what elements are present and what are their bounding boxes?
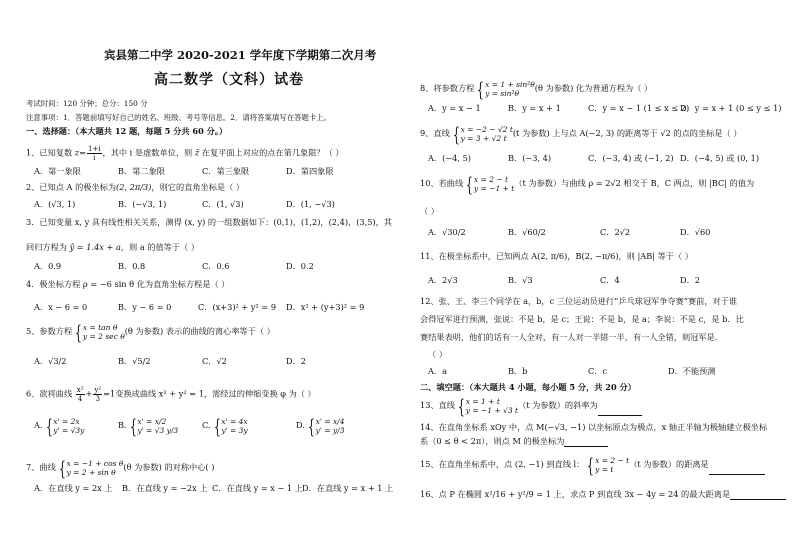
q8-option-a: A．y = x − 1 (428, 103, 481, 113)
q11-stem: 11、在极坐标系中，已知两点 A(2, π/6)，B(2, −π/6)，则 |AB| 等于（ ） (420, 251, 693, 261)
q4-option-b: B．y − 6 = 0 (118, 302, 172, 312)
q14-line-1: 14、在直角坐标系 xOy 中，点 M(−√3, −1) 以坐标原点为极点，x 轴正半轴为极轴建立极坐标 (420, 422, 768, 432)
q12-line-2: 会得冠军进行预测，张说：不是 b，是 c；王说：不是 b，是 a；李说：不是 c，是 b．比 (420, 314, 744, 324)
exam-subject: 高二数学（文科）试卷 (154, 72, 304, 88)
q10-option-c: C．2√2 (600, 227, 631, 237)
q6-option-c: C. {x' = 4x y' = 3y (202, 414, 248, 438)
q8-option-c: C．y = x − 1 (1 ≤ x ≤ 2) (588, 103, 690, 113)
q4-option-a: A．x − 6 = 0 (34, 302, 88, 312)
q3-option-a: A．0.9 (34, 261, 62, 271)
q10-paren: （ ） (420, 206, 439, 216)
q8-option-b: B．y = x + 1 (508, 103, 561, 113)
q14-line-2: 系（0 ≤ θ < 2π），则点 M 的极坐标为 (420, 436, 608, 447)
q7-option-a: A．在直线 y = 2x 上 (34, 483, 113, 493)
exam-info: 考试时间：120 分钟；总分：150 分 (26, 99, 148, 108)
exam-notes: 注意事项：1．答题前填写好自己的姓名、班级、考号等信息。2．请将答案填写在答题卡上。 (26, 113, 332, 122)
q2-option-b: B．(−√3, 1) (118, 199, 167, 209)
q5-option-a: A．√3/2 (34, 356, 67, 366)
q9-stem: 9、直线 {x = −2 − √2 t y = 3 + √2 t(t 为参数) 上与点 A(−2, 3) 的距离等于 √2 的点的坐标是（ ） (420, 122, 742, 146)
q4-stem: 4．极坐标方程 ρ = −6 sin θ 化为直角坐标方程是（ ） (26, 279, 230, 289)
q1-option-d: D．第四象限 (286, 166, 334, 176)
q5-option-b: B．√5/2 (118, 356, 151, 366)
q13-answer-blank (598, 407, 642, 416)
q1-stem: 1、已知复数 z= $\frac{1+i}{i}$ ，其中 i 是虚数单位，则 z̄ 在复平面上对应的点在第几象限？（ ） (26, 145, 344, 162)
q7-option-c: C．在直线 y = x − 1 上 (212, 483, 303, 493)
school-title: 宾县第二中学 2020-2021 学年度下学期第二次月考 (104, 48, 377, 62)
q12-paren: （ ） (428, 349, 447, 359)
q9-option-b: B．(−3, 4) (508, 153, 552, 163)
q8-stem: 8、将参数方程 {x = 1 + sin²θ y = sin²θ(θ 为参数) 化为普通方程为（ ） (420, 77, 653, 101)
q3-option-d: D．0.2 (286, 261, 314, 271)
q9-option-a: A．(−4, 5) (428, 153, 471, 163)
q14-answer-blank (564, 438, 608, 447)
q2-option-a: A．(√3, 1) (34, 199, 76, 209)
q13-stem: 13、直线 {x = 1 + t y = −1 + √3 t（t 为参数）的斜率为 (420, 396, 642, 416)
section-choice-title: 一、选择题：（本大题共 12 题，每题 5 分共 60 分。） (26, 126, 228, 136)
q5-option-d: D．2 (286, 356, 306, 366)
q11-option-c: C．4 (600, 275, 620, 285)
q2-stem: 2、已知点 A 的极坐标为(2, 2π/3)，则它的直角坐标是（ ） (26, 182, 245, 192)
q10-stem: 10、若曲线 {x = 2 − t y = −1 + t（t 为参数）与曲线 ρ = 2√2 相交于 B，C 两点，则 |BC| 的值为 (420, 172, 755, 196)
q16-answer-blank (730, 491, 786, 500)
q6-option-d: D. {x' = x/4 y' = y/3 (296, 414, 345, 438)
q11-option-a: A．2√3 (428, 275, 458, 285)
q7-option-b: B．在直线 y = −2x 上 (122, 483, 208, 493)
q12-line-3: 赛结果表明，他们的话有一人全对，有一人对一半错一半，有一人全错，则冠军是． (420, 332, 723, 342)
q7-stem: 7、曲线 {x = −1 + cos θ y = 2 + sin θ(θ 为参数) 的对称中心( ) (26, 456, 215, 480)
q6-option-a: A. {x' = 2x y' = √3y (34, 414, 85, 438)
q12-line-1: 12、张、王、李三个同学在 a，b，c 三位运动员进行“乒乓球冠军争夺赛”赛前，对于谁 (420, 296, 738, 306)
q10-option-d: D．√60 (680, 227, 711, 237)
q10-option-b: B．√60/2 (508, 227, 546, 237)
q15-stem: 15、在直角坐标系中，点 (2, −1) 到直线 l： {x = 2 − t y = t（t 为参数）的距离是 (420, 455, 765, 475)
q3-stem: 3．已知变量 x, y 具有线性相关关系，测得 (x, y) 的一组数据如下：(0,1)，(1,2)，(2,4)，(3,5)，其 (26, 217, 392, 227)
q2-option-c: C．(1, √3) (202, 199, 244, 209)
q12-option-b: B．b (508, 366, 528, 376)
q11-option-d: D．2 (680, 275, 700, 285)
q5-stem: 5、参数方程 {x = tan θ y = 2 sec θ(θ 为参数) 表示的曲线的离心率等于（ ） (26, 320, 275, 344)
q1-option-b: B．第二象限 (118, 166, 165, 176)
q11-option-b: B．√3 (508, 275, 533, 285)
q9-option-d: D．(−4, 5) 或 (0, 1) (680, 153, 760, 163)
q6-stem: 6、欲将曲线 $\frac{\text{x²}}{4}$ + $\frac{\text{y²}}{3}$ =1变换成曲线 x² + y² = 1，需经过的伸缩变换 φ 为（ ） (26, 386, 316, 403)
q6-option-b: B. {x' = x/2 y' = √3 y/3 (118, 414, 179, 438)
q1-option-c: C．第三象限 (202, 166, 250, 176)
q2-option-d: D．(1, −√3) (286, 199, 335, 209)
q1-option-a: A．第一象限 (34, 166, 81, 176)
q4-option-c: C．(x+3)² + y² = 9 (198, 302, 277, 312)
q15-answer-blank (709, 466, 765, 475)
q3-option-c: C．0.6 (202, 261, 230, 271)
q10-option-a: A．√30/2 (428, 227, 466, 237)
q12-option-c: C．c (588, 366, 608, 376)
q3-option-b: B．0.8 (118, 261, 146, 271)
q12-option-d: D．不能预测 (668, 366, 716, 376)
q5-option-c: C．√2 (202, 356, 227, 366)
q4-option-d: D．x² + (y+3)² = 9 (286, 302, 365, 312)
q3-stem-2: 回归方程为 ŷ = 1.4x + a，则 a 的值等于（ ） (26, 242, 200, 252)
q12-option-a: A．a (428, 366, 447, 376)
section-fill-title: 二、填空题：（本大题共 4 小题，每小题 5 分，共 20 分） (420, 382, 636, 392)
q16-stem: 16、点 P 在椭圆 x²/16 + y²/9 = 1 上，求点 P 到直线 3x − 4y = 24 的最大距离是 (420, 489, 786, 500)
q7-option-d: D．在直线 y = x + 1 上 (302, 483, 394, 493)
q8-option-d: D．y = x + 1 (0 ≤ y ≤ 1) (680, 103, 782, 113)
q9-option-c: C．(−3, 4) 或 (−1, 2) (588, 153, 674, 163)
